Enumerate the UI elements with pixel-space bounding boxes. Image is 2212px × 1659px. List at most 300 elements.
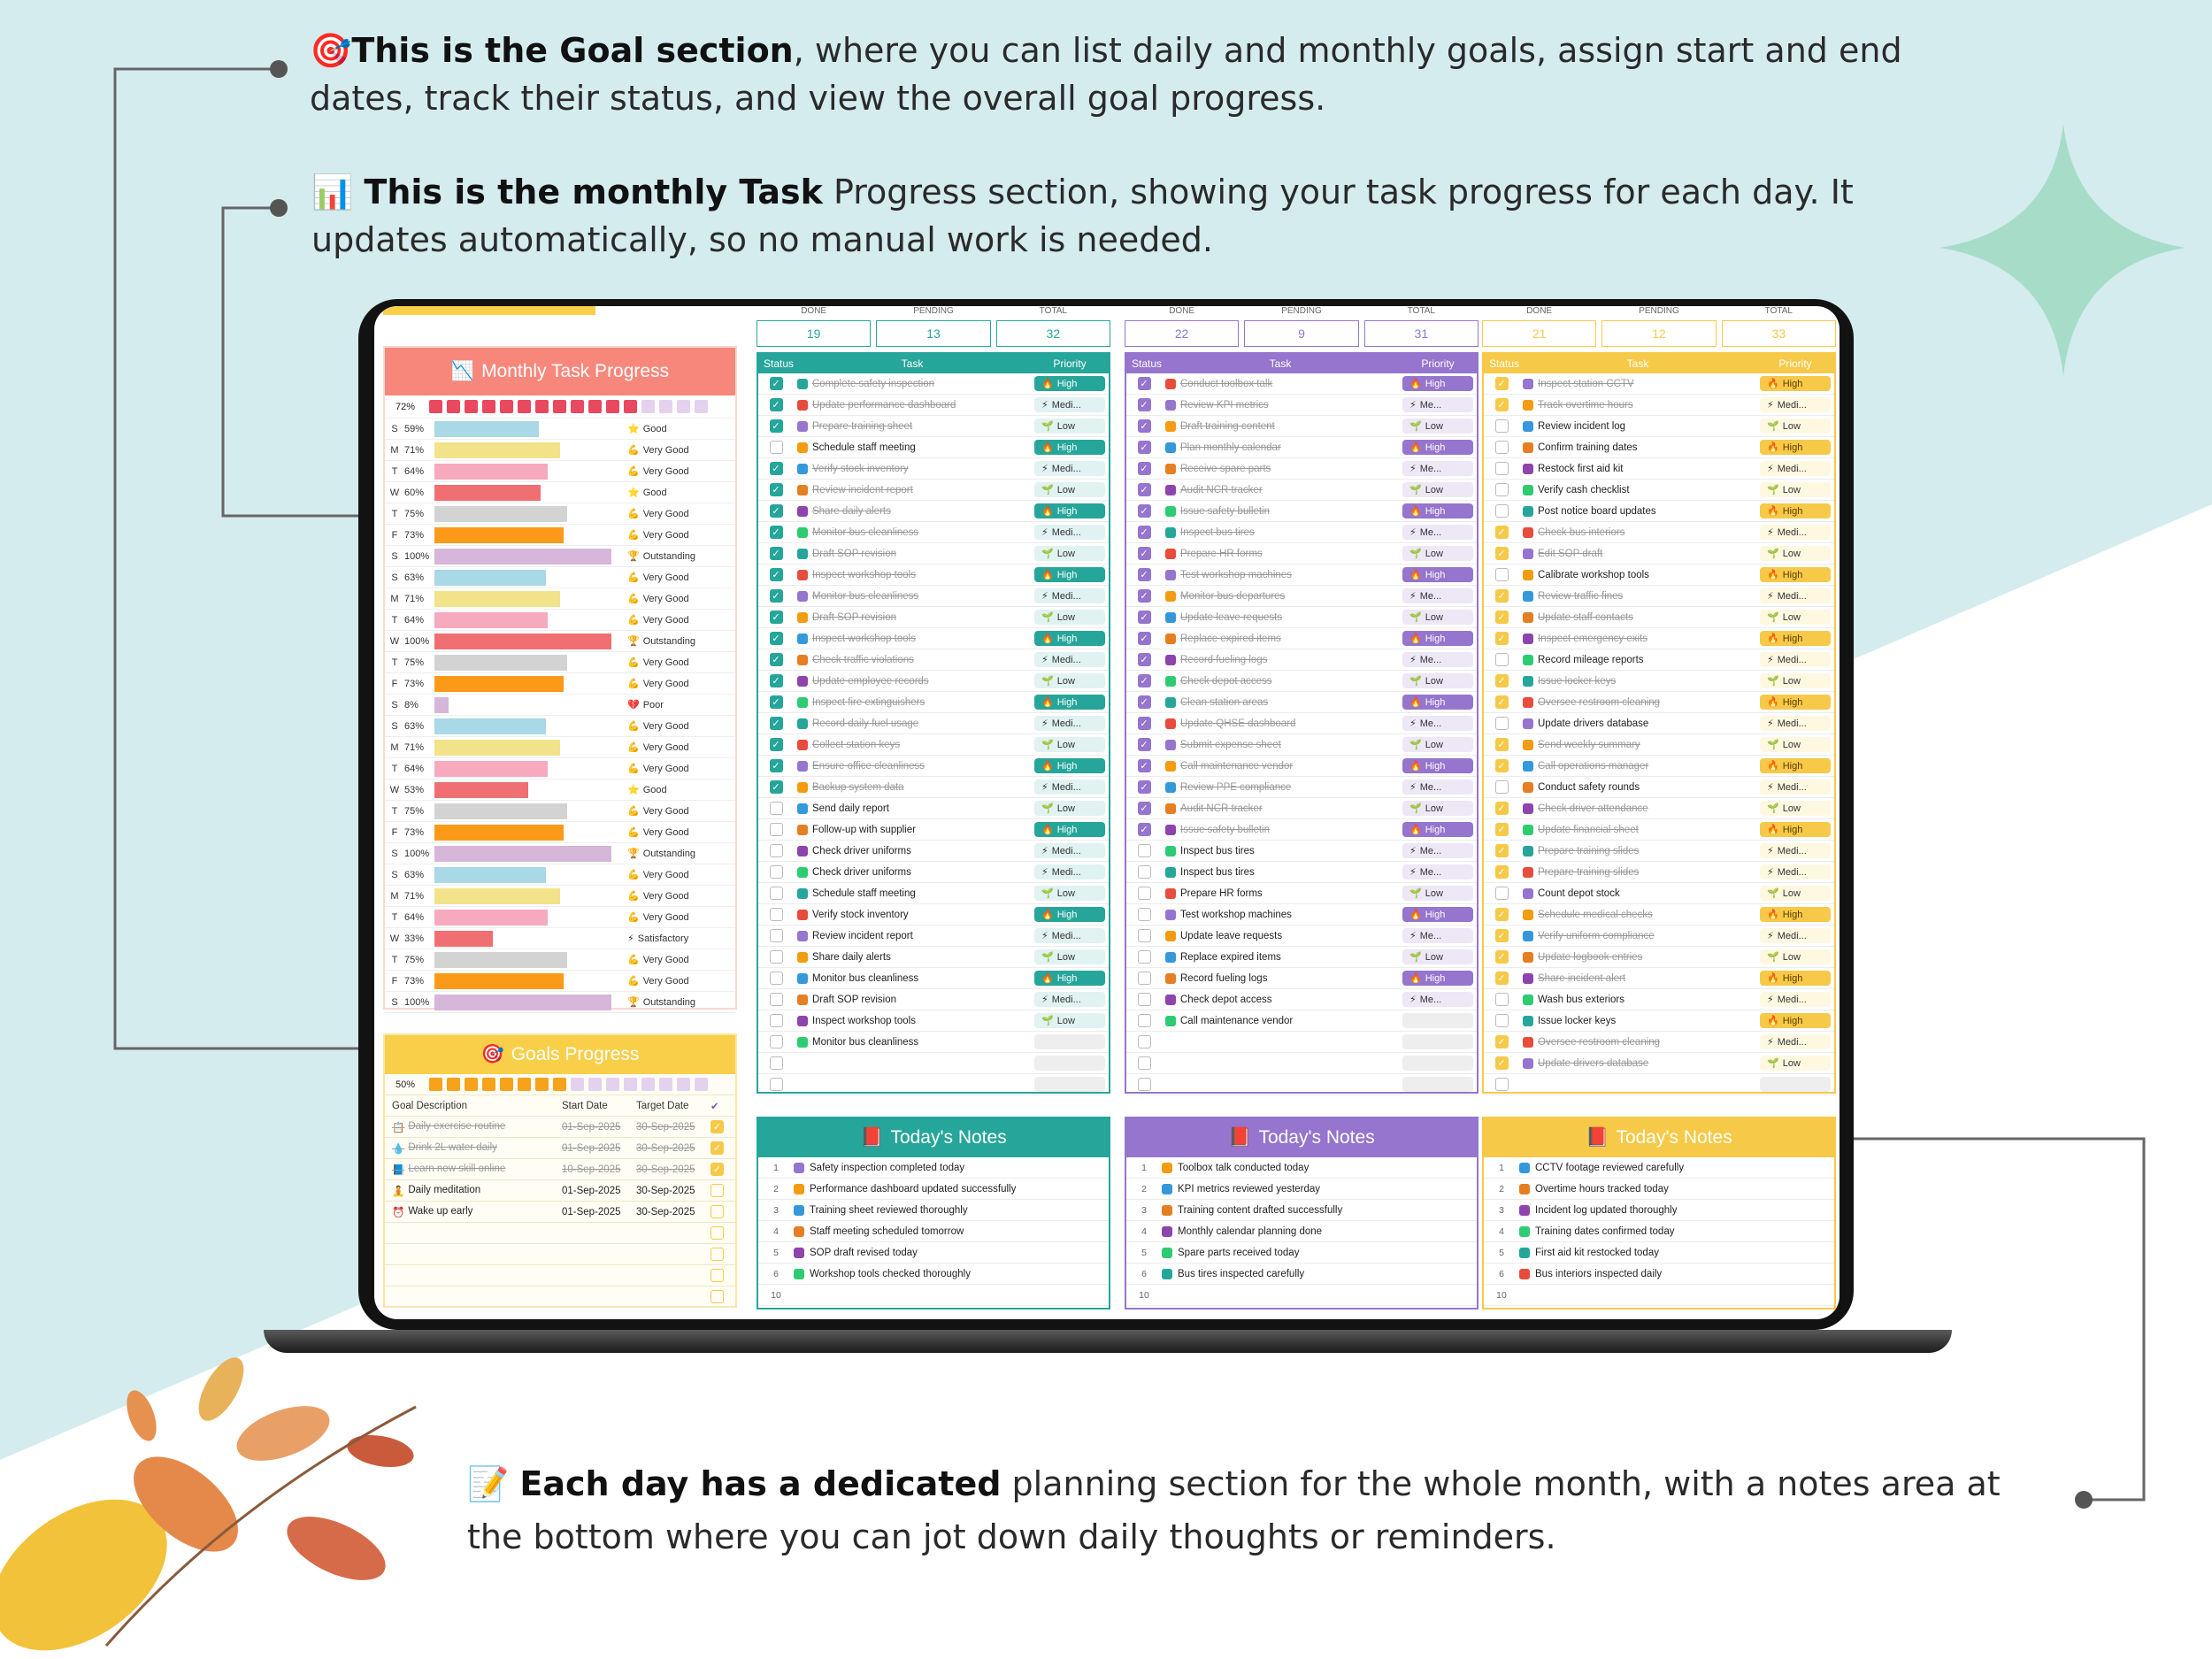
task-checkbox[interactable]: ✓ bbox=[1495, 632, 1509, 645]
task-cell bbox=[794, 379, 1031, 389]
note-row bbox=[1126, 1285, 1477, 1306]
priority-badge[interactable] bbox=[1402, 801, 1473, 816]
note-text[interactable]: Incident log updated thoroughly bbox=[1535, 1204, 1678, 1216]
task-checkbox[interactable]: ✓ bbox=[770, 717, 783, 730]
task-checkbox[interactable] bbox=[770, 929, 783, 942]
task-checkbox[interactable]: ✓ bbox=[770, 377, 783, 390]
priority-badge[interactable] bbox=[1760, 503, 1831, 518]
priority-badge[interactable] bbox=[1760, 843, 1831, 858]
task-checkbox[interactable] bbox=[770, 802, 783, 815]
priority-badge[interactable] bbox=[1402, 780, 1473, 795]
task-checkbox[interactable] bbox=[770, 865, 783, 879]
task-checkbox[interactable] bbox=[1495, 568, 1509, 581]
task-checkbox[interactable] bbox=[770, 972, 783, 985]
priority-badge[interactable] bbox=[1760, 610, 1831, 625]
task-checkbox[interactable]: ✓ bbox=[770, 526, 783, 539]
priority-badge[interactable] bbox=[1402, 928, 1473, 943]
priority-badge[interactable] bbox=[1034, 567, 1105, 582]
priority-badge[interactable] bbox=[1034, 376, 1105, 391]
goal-checkbox[interactable] bbox=[710, 1269, 724, 1282]
task-checkbox[interactable] bbox=[770, 993, 783, 1006]
goal-checkbox[interactable] bbox=[710, 1226, 724, 1240]
priority-badge[interactable] bbox=[1402, 716, 1473, 731]
priority-badge[interactable] bbox=[1402, 971, 1473, 986]
priority-badge[interactable] bbox=[1402, 631, 1473, 646]
note-text[interactable]: CCTV footage reviewed carefully bbox=[1535, 1162, 1685, 1173]
priority-badge[interactable] bbox=[1402, 1077, 1473, 1092]
note-icon bbox=[1519, 1269, 1530, 1279]
priority-badge[interactable] bbox=[1402, 397, 1473, 412]
status-cell bbox=[1126, 1014, 1162, 1027]
status-cell bbox=[1126, 568, 1162, 581]
priority-badge[interactable] bbox=[1402, 758, 1473, 773]
priority-badge[interactable] bbox=[1034, 1077, 1105, 1092]
task-checkbox[interactable]: ✓ bbox=[1495, 738, 1509, 751]
task-checkbox[interactable]: ✓ bbox=[770, 504, 783, 518]
priority-badge[interactable] bbox=[1760, 737, 1831, 752]
priority-badge[interactable] bbox=[1760, 992, 1831, 1007]
priority-badge[interactable] bbox=[1760, 971, 1831, 986]
priority-icon: 🌱 bbox=[1767, 421, 1779, 432]
task-row bbox=[1126, 501, 1477, 522]
priority-badge[interactable] bbox=[1402, 482, 1473, 497]
priority-badge[interactable] bbox=[1034, 419, 1105, 434]
priority-badge[interactable] bbox=[1034, 971, 1105, 986]
task-checkbox[interactable]: ✓ bbox=[1138, 632, 1151, 645]
priority-badge[interactable] bbox=[1760, 525, 1831, 540]
priority-badge[interactable] bbox=[1402, 992, 1473, 1007]
progress-track bbox=[434, 506, 611, 522]
priority-badge[interactable] bbox=[1760, 588, 1831, 603]
priority-badge[interactable] bbox=[1402, 695, 1473, 710]
status-cell bbox=[758, 611, 794, 624]
note-text[interactable]: Staff meeting scheduled tomorrow bbox=[810, 1225, 964, 1237]
goal-checkbox[interactable]: ✓ bbox=[710, 1120, 724, 1133]
note-text[interactable]: First aid kit restocked today bbox=[1535, 1247, 1659, 1258]
task-checkbox[interactable]: ✓ bbox=[1495, 950, 1509, 964]
priority-badge[interactable] bbox=[1402, 843, 1473, 858]
priority-badge[interactable] bbox=[1760, 419, 1831, 434]
priority-badge[interactable] bbox=[1760, 822, 1831, 837]
priority-icon: 🔥 bbox=[1767, 761, 1779, 772]
progress-block bbox=[571, 400, 584, 413]
task-checkbox[interactable]: ✓ bbox=[1138, 738, 1151, 751]
progress-track bbox=[434, 464, 611, 480]
task-checkbox[interactable]: ✓ bbox=[1495, 844, 1509, 857]
task-checkbox[interactable] bbox=[770, 887, 783, 900]
task-checkbox[interactable]: ✓ bbox=[1138, 526, 1151, 539]
priority-badge[interactable] bbox=[1402, 822, 1473, 837]
rating-label bbox=[611, 635, 735, 647]
task-checkbox[interactable] bbox=[770, 908, 783, 921]
task-checkbox[interactable]: ✓ bbox=[770, 611, 783, 624]
task-checkbox[interactable]: ✓ bbox=[1495, 547, 1509, 560]
priority-badge[interactable] bbox=[1402, 652, 1473, 667]
task-checkbox[interactable] bbox=[1138, 1078, 1151, 1091]
task-cell bbox=[1519, 952, 1756, 963]
task-checkbox[interactable]: ✓ bbox=[1138, 674, 1151, 687]
priority-cell bbox=[1031, 610, 1109, 625]
note-text[interactable]: Overtime hours tracked today bbox=[1535, 1183, 1669, 1194]
priority-icon: ⚡ bbox=[1409, 718, 1417, 729]
priority-badge[interactable] bbox=[1402, 376, 1473, 391]
note-number: 3 bbox=[1499, 1204, 1504, 1216]
goal-checkbox[interactable] bbox=[710, 1248, 724, 1261]
task-checkbox[interactable] bbox=[1138, 1056, 1151, 1070]
priority-badge[interactable] bbox=[1034, 695, 1105, 710]
priority-badge[interactable] bbox=[1760, 440, 1831, 455]
task-checkbox[interactable]: ✓ bbox=[1495, 611, 1509, 624]
rating-icon: 💪 bbox=[627, 679, 640, 689]
note-icon bbox=[1519, 1226, 1530, 1237]
goal-checkbox[interactable] bbox=[710, 1205, 724, 1218]
priority-badge[interactable] bbox=[1034, 673, 1105, 688]
task-checkbox[interactable] bbox=[1138, 844, 1151, 857]
task-icon bbox=[1165, 782, 1176, 793]
priority-badge[interactable] bbox=[1760, 695, 1831, 710]
priority-badge[interactable] bbox=[1034, 716, 1105, 731]
task-checkbox[interactable]: ✓ bbox=[1495, 759, 1509, 772]
note-text[interactable]: KPI metrics reviewed yesterday bbox=[1178, 1183, 1321, 1194]
task-checkbox[interactable] bbox=[1495, 504, 1509, 518]
task-checkbox[interactable]: ✓ bbox=[1138, 589, 1151, 603]
note-text[interactable]: Safety inspection completed today bbox=[810, 1162, 965, 1173]
task-checkbox[interactable]: ✓ bbox=[1138, 441, 1151, 454]
rating-label bbox=[611, 826, 735, 838]
rating-label bbox=[611, 933, 735, 944]
priority-cell bbox=[1756, 822, 1834, 837]
priority-badge[interactable] bbox=[1402, 1034, 1473, 1049]
status-cell bbox=[1484, 1056, 1519, 1070]
daily-progress-row bbox=[385, 822, 735, 843]
priority-badge[interactable] bbox=[1034, 780, 1105, 795]
task-checkbox[interactable]: ✓ bbox=[1495, 377, 1509, 390]
task-checkbox[interactable] bbox=[1495, 653, 1509, 666]
goal-checkbox[interactable]: ✓ bbox=[710, 1141, 724, 1155]
priority-badge[interactable] bbox=[1034, 652, 1105, 667]
task-checkbox[interactable]: ✓ bbox=[1495, 823, 1509, 836]
task-row bbox=[1126, 395, 1477, 416]
priority-badge[interactable] bbox=[1034, 525, 1105, 540]
note-text[interactable]: Monthly calendar planning done bbox=[1178, 1225, 1323, 1237]
task-checkbox[interactable]: ✓ bbox=[1138, 377, 1151, 390]
note-text[interactable]: Bus interiors inspected daily bbox=[1535, 1268, 1663, 1279]
task-icon bbox=[797, 803, 808, 814]
goal-icon: 📘 bbox=[392, 1164, 405, 1176]
task-cell bbox=[794, 442, 1031, 453]
goal-checkbox[interactable]: ✓ bbox=[710, 1163, 724, 1176]
task-checkbox[interactable] bbox=[1138, 887, 1151, 900]
priority-text: Medi... bbox=[1051, 463, 1081, 474]
priority-badge[interactable] bbox=[1034, 928, 1105, 943]
task-checkbox[interactable]: ✓ bbox=[770, 632, 783, 645]
task-checkbox[interactable]: ✓ bbox=[1138, 398, 1151, 411]
task-text: Share incident alert bbox=[1538, 972, 1626, 984]
note-text[interactable]: Spare parts received today bbox=[1178, 1247, 1300, 1258]
priority-badge[interactable] bbox=[1034, 949, 1105, 964]
priority-badge[interactable] bbox=[1034, 546, 1105, 561]
priority-badge[interactable] bbox=[1402, 886, 1473, 901]
task-checkbox[interactable]: ✓ bbox=[1138, 419, 1151, 433]
priority-badge[interactable] bbox=[1034, 737, 1105, 752]
task-icon bbox=[797, 782, 808, 793]
task-checkbox[interactable]: ✓ bbox=[770, 398, 783, 411]
priority-badge[interactable] bbox=[1760, 546, 1831, 561]
priority-badge[interactable] bbox=[1034, 461, 1105, 476]
task-checkbox[interactable]: ✓ bbox=[770, 780, 783, 794]
task-checkbox[interactable]: ✓ bbox=[1495, 674, 1509, 687]
priority-badge[interactable] bbox=[1034, 907, 1105, 922]
task-cell bbox=[794, 1016, 1031, 1026]
task-checkbox[interactable] bbox=[770, 1014, 783, 1027]
task-row bbox=[758, 565, 1109, 586]
priority-badge[interactable] bbox=[1402, 1056, 1473, 1071]
priority-badge[interactable] bbox=[1034, 758, 1105, 773]
task-checkbox[interactable]: ✓ bbox=[1138, 611, 1151, 624]
task-checkbox[interactable]: ✓ bbox=[1138, 759, 1151, 772]
task-icon bbox=[1523, 782, 1533, 793]
task-checkbox[interactable]: ✓ bbox=[1495, 695, 1509, 709]
priority-badge[interactable] bbox=[1402, 440, 1473, 455]
status-cell bbox=[758, 993, 794, 1006]
priority-badge[interactable] bbox=[1402, 673, 1473, 688]
counter-total: 32 bbox=[996, 320, 1110, 347]
note-text[interactable]: Training sheet reviewed thoroughly bbox=[810, 1204, 968, 1216]
task-checkbox[interactable]: ✓ bbox=[770, 547, 783, 560]
priority-badge[interactable] bbox=[1760, 801, 1831, 816]
task-checkbox[interactable]: ✓ bbox=[1138, 653, 1151, 666]
task-cell bbox=[1162, 888, 1399, 899]
priority-badge[interactable] bbox=[1402, 503, 1473, 518]
task-checkbox[interactable] bbox=[770, 823, 783, 836]
task-checkbox[interactable] bbox=[1495, 717, 1509, 730]
task-row bbox=[758, 947, 1109, 968]
priority-badge[interactable] bbox=[1402, 525, 1473, 540]
task-checkbox[interactable]: ✓ bbox=[770, 653, 783, 666]
task-checkbox[interactable]: ✓ bbox=[1495, 865, 1509, 879]
priority-badge[interactable] bbox=[1402, 461, 1473, 476]
priority-icon: 🔥 bbox=[1767, 379, 1779, 389]
priority-badge[interactable] bbox=[1402, 864, 1473, 879]
task-checkbox[interactable] bbox=[1138, 972, 1151, 985]
priority-badge[interactable] bbox=[1760, 1013, 1831, 1028]
priority-badge[interactable] bbox=[1034, 440, 1105, 455]
priority-icon: ⚡ bbox=[1041, 400, 1048, 411]
priority-badge[interactable] bbox=[1760, 673, 1831, 688]
priority-badge[interactable] bbox=[1760, 886, 1831, 901]
priority-icon: 🔥 bbox=[1409, 825, 1422, 835]
priority-badge[interactable] bbox=[1402, 419, 1473, 434]
task-checkbox[interactable] bbox=[770, 1056, 783, 1070]
note-text[interactable]: Workshop tools checked thoroughly bbox=[810, 1268, 971, 1279]
priority-badge[interactable] bbox=[1034, 588, 1105, 603]
priority-badge[interactable] bbox=[1034, 1056, 1105, 1071]
task-checkbox[interactable] bbox=[1138, 993, 1151, 1006]
status-cell bbox=[1126, 611, 1162, 624]
priority-badge[interactable] bbox=[1760, 567, 1831, 582]
priority-badge[interactable] bbox=[1760, 652, 1831, 667]
task-checkbox[interactable] bbox=[770, 844, 783, 857]
task-checkbox[interactable]: ✓ bbox=[770, 589, 783, 603]
task-checkbox[interactable]: ✓ bbox=[770, 568, 783, 581]
priority-badge[interactable] bbox=[1402, 949, 1473, 964]
note-text[interactable]: Toolbox talk conducted today bbox=[1178, 1162, 1310, 1173]
priority-badge[interactable] bbox=[1760, 864, 1831, 879]
task-checkbox[interactable]: ✓ bbox=[770, 419, 783, 433]
task-checkbox[interactable] bbox=[1138, 929, 1151, 942]
task-checkbox[interactable] bbox=[770, 1035, 783, 1048]
note-text[interactable]: Bus tires inspected carefully bbox=[1178, 1268, 1305, 1279]
task-checkbox[interactable] bbox=[1138, 1014, 1151, 1027]
priority-badge[interactable] bbox=[1034, 801, 1105, 816]
priority-badge[interactable] bbox=[1402, 907, 1473, 922]
note-text[interactable]: Training dates confirmed today bbox=[1535, 1225, 1675, 1237]
task-checkbox[interactable] bbox=[1495, 780, 1509, 794]
task-row bbox=[758, 819, 1109, 841]
priority-badge[interactable] bbox=[1034, 1013, 1105, 1028]
status-cell bbox=[1126, 738, 1162, 751]
task-checkbox[interactable] bbox=[1138, 865, 1151, 879]
rating-icon: 💪 bbox=[627, 891, 640, 902]
task-text: Record daily fuel usage bbox=[812, 718, 919, 729]
task-checkbox[interactable]: ✓ bbox=[1138, 547, 1151, 560]
task-checkbox[interactable]: ✓ bbox=[770, 462, 783, 475]
priority-cell bbox=[1031, 907, 1109, 922]
task-checkbox[interactable] bbox=[1495, 483, 1509, 496]
priority-badge[interactable] bbox=[1760, 758, 1831, 773]
task-checkbox[interactable]: ✓ bbox=[770, 674, 783, 687]
priority-badge[interactable] bbox=[1760, 1077, 1831, 1092]
priority-badge[interactable] bbox=[1760, 397, 1831, 412]
task-checkbox[interactable]: ✓ bbox=[1138, 802, 1151, 815]
priority-badge[interactable] bbox=[1402, 610, 1473, 625]
task-icon bbox=[1165, 421, 1176, 432]
task-checkbox[interactable] bbox=[770, 441, 783, 454]
priority-badge[interactable] bbox=[1034, 1034, 1105, 1049]
day-letter: M bbox=[390, 890, 399, 902]
priority-badge[interactable] bbox=[1034, 631, 1105, 646]
note-text[interactable]: SOP draft revised today bbox=[810, 1247, 918, 1258]
note-text[interactable]: Performance dashboard updated successfully bbox=[810, 1183, 1017, 1194]
priority-badge[interactable] bbox=[1402, 1013, 1473, 1028]
priority-badge[interactable] bbox=[1402, 588, 1473, 603]
task-checkbox[interactable]: ✓ bbox=[1495, 398, 1509, 411]
task-checkbox[interactable]: ✓ bbox=[1495, 908, 1509, 921]
task-checkbox[interactable]: ✓ bbox=[1495, 589, 1509, 603]
priority-badge[interactable] bbox=[1034, 503, 1105, 518]
priority-badge[interactable] bbox=[1034, 822, 1105, 837]
priority-badge[interactable] bbox=[1760, 928, 1831, 943]
rating-label bbox=[611, 678, 735, 689]
task-checkbox[interactable] bbox=[1495, 887, 1509, 900]
task-checkbox[interactable]: ✓ bbox=[1138, 717, 1151, 730]
priority-badge[interactable] bbox=[1034, 886, 1105, 901]
task-checkbox[interactable]: ✓ bbox=[770, 483, 783, 496]
priority-badge[interactable] bbox=[1402, 737, 1473, 752]
progress-fill bbox=[434, 867, 546, 883]
task-checkbox[interactable]: ✓ bbox=[1138, 568, 1151, 581]
task-checkbox[interactable] bbox=[1495, 1014, 1509, 1027]
task-checkbox[interactable]: ✓ bbox=[1495, 972, 1509, 985]
task-checkbox[interactable] bbox=[1138, 950, 1151, 964]
priority-badge[interactable] bbox=[1034, 864, 1105, 879]
task-checkbox[interactable]: ✓ bbox=[1495, 526, 1509, 539]
priority-badge[interactable] bbox=[1760, 1034, 1831, 1049]
priority-badge[interactable] bbox=[1034, 843, 1105, 858]
task-checkbox[interactable] bbox=[1495, 993, 1509, 1006]
priority-badge[interactable] bbox=[1760, 461, 1831, 476]
priority-badge[interactable] bbox=[1034, 610, 1105, 625]
note-text[interactable]: Training content drafted successfully bbox=[1178, 1204, 1343, 1216]
priority-badge[interactable] bbox=[1760, 631, 1831, 646]
task-checkbox[interactable] bbox=[770, 950, 783, 964]
task-checkbox[interactable]: ✓ bbox=[1138, 462, 1151, 475]
task-cell bbox=[794, 1037, 1031, 1048]
day-letter: W bbox=[389, 635, 400, 647]
priority-badge[interactable] bbox=[1034, 482, 1105, 497]
priority-badge[interactable] bbox=[1760, 780, 1831, 795]
goal-checkbox[interactable] bbox=[710, 1184, 724, 1197]
priority-badge[interactable] bbox=[1034, 397, 1105, 412]
task-checkbox[interactable]: ✓ bbox=[1138, 695, 1151, 709]
task-checkbox[interactable]: ✓ bbox=[1138, 483, 1151, 496]
priority-text: High bbox=[1782, 505, 1803, 517]
task-checkbox[interactable]: ✓ bbox=[1495, 1056, 1509, 1070]
note-row bbox=[1126, 1157, 1477, 1179]
task-icon bbox=[1523, 995, 1533, 1005]
priority-badge[interactable] bbox=[1760, 949, 1831, 964]
task-checkbox[interactable] bbox=[1495, 462, 1509, 475]
status-cell bbox=[1484, 993, 1519, 1006]
task-row bbox=[758, 968, 1109, 989]
task-checkbox[interactable]: ✓ bbox=[1495, 929, 1509, 942]
task-checkbox[interactable]: ✓ bbox=[1138, 780, 1151, 794]
task-checkbox[interactable]: ✓ bbox=[1138, 504, 1151, 518]
task-checkbox[interactable] bbox=[1138, 1035, 1151, 1048]
task-checkbox[interactable] bbox=[1495, 1078, 1509, 1091]
priority-badge[interactable] bbox=[1760, 376, 1831, 391]
task-row bbox=[758, 395, 1109, 416]
rating-label bbox=[611, 465, 735, 477]
task-cell bbox=[1162, 718, 1399, 729]
task-icon bbox=[797, 718, 808, 729]
task-text: Review incident report bbox=[812, 484, 913, 495]
task-checkbox[interactable]: ✓ bbox=[770, 695, 783, 709]
task-checkbox[interactable] bbox=[1495, 441, 1509, 454]
task-checkbox[interactable]: ✓ bbox=[1495, 1035, 1509, 1048]
task-icon bbox=[1165, 825, 1176, 835]
priority-badge[interactable] bbox=[1402, 567, 1473, 582]
task-checkbox[interactable]: ✓ bbox=[770, 759, 783, 772]
task-checkbox[interactable]: ✓ bbox=[1138, 823, 1151, 836]
goal-checkbox[interactable] bbox=[710, 1290, 724, 1303]
task-checkbox[interactable]: ✓ bbox=[770, 738, 783, 751]
priority-badge[interactable] bbox=[1034, 992, 1105, 1007]
task-checkbox[interactable] bbox=[1495, 419, 1509, 433]
task-checkbox[interactable] bbox=[1138, 908, 1151, 921]
priority-badge[interactable] bbox=[1760, 716, 1831, 731]
priority-badge[interactable] bbox=[1760, 907, 1831, 922]
goals-progress-blocks bbox=[429, 1078, 708, 1091]
task-row bbox=[758, 416, 1109, 437]
day-letter: S bbox=[391, 869, 398, 880]
task-text: Conduct toolbox talk bbox=[1180, 378, 1273, 389]
task-checkbox[interactable] bbox=[770, 1078, 783, 1091]
priority-badge[interactable] bbox=[1760, 1056, 1831, 1071]
priority-badge[interactable] bbox=[1402, 546, 1473, 561]
task-checkbox[interactable]: ✓ bbox=[1495, 802, 1509, 815]
priority-badge[interactable] bbox=[1760, 482, 1831, 497]
